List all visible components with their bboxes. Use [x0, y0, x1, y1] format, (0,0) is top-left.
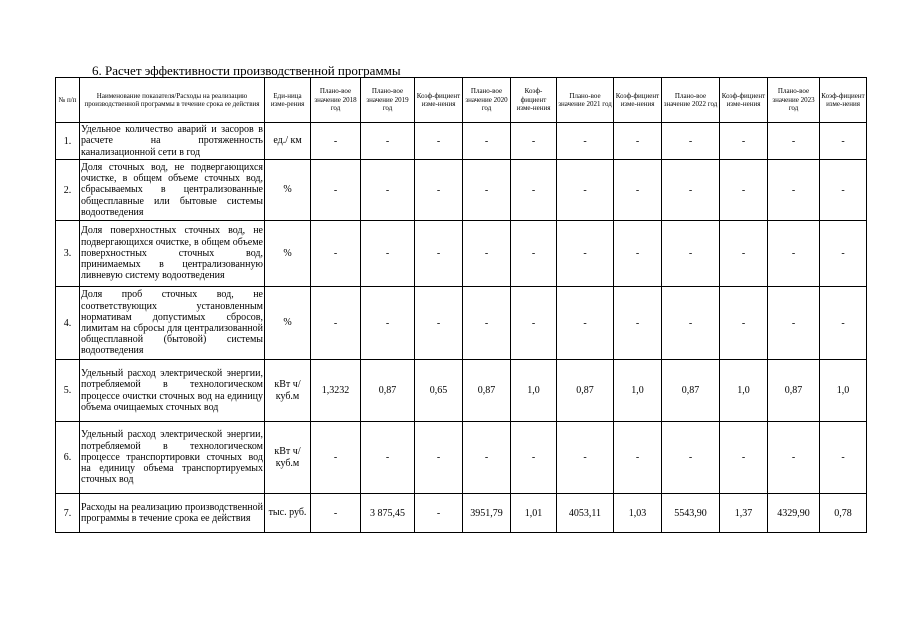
value-cell: - [720, 422, 768, 494]
value-cell: - [557, 287, 614, 360]
row-unit: % [265, 287, 311, 360]
section-title: 6. Расчет эффективности производственной программы [92, 63, 401, 78]
value-cell: - [415, 287, 463, 360]
value-cell: - [415, 221, 463, 287]
value-cell: - [768, 221, 820, 287]
value-cell: 1,0 [820, 360, 867, 422]
value-cell: 1,3232 [311, 360, 361, 422]
table-row [56, 422, 867, 494]
row-number: 7. [56, 494, 80, 533]
row-unit: % [265, 221, 311, 287]
value-cell: - [463, 422, 511, 494]
value-cell: - [662, 221, 720, 287]
row-number: 6. [56, 422, 80, 494]
value-cell: - [557, 123, 614, 160]
header-cell-plan-2022: Плано-вое значение 2022 год [662, 78, 720, 123]
value-cell: - [820, 422, 867, 494]
header-cell-plan-2018: Плано-вое значение 2018 год [311, 78, 361, 123]
value-cell: 5543,90 [662, 494, 720, 533]
value-cell: - [415, 123, 463, 160]
value-cell: 4053,11 [557, 494, 614, 533]
header-cell-plan-2023: Плано-вое значение 2023 год [768, 78, 820, 123]
value-cell: 0,87 [662, 360, 720, 422]
table-row [56, 287, 867, 360]
row-unit: % [265, 160, 311, 221]
value-cell: 0,78 [820, 494, 867, 533]
value-cell: 1,03 [614, 494, 662, 533]
value-cell: - [662, 160, 720, 221]
header-cell-plan-2021: Плано-вое значение 2021 год [557, 78, 614, 123]
row-unit: кВт ч/куб.м [265, 360, 311, 422]
value-cell: - [511, 160, 557, 221]
table-row [56, 160, 867, 221]
value-cell: - [415, 422, 463, 494]
value-cell: - [614, 123, 662, 160]
value-cell: - [720, 221, 768, 287]
value-cell: - [463, 123, 511, 160]
value-cell: - [511, 287, 557, 360]
value-cell: - [311, 221, 361, 287]
header-cell-coef-2021: Коэф-фициент изме-нения [614, 78, 662, 123]
value-cell: - [768, 287, 820, 360]
value-cell: - [557, 160, 614, 221]
row-number: 5. [56, 360, 80, 422]
value-cell: - [614, 422, 662, 494]
row-number: 3. [56, 221, 80, 287]
value-cell: - [311, 287, 361, 360]
header-cell-plan-2020: Плано-вое значение 2020 год [463, 78, 511, 123]
row-unit: ед./ км [265, 123, 311, 160]
header-cell-coef-2023: Коэф-фициент изме-нения [820, 78, 867, 123]
value-cell: - [820, 123, 867, 160]
header-cell-unit: Еди-ница изме-рения [265, 78, 311, 123]
value-cell: - [463, 287, 511, 360]
value-cell: - [720, 123, 768, 160]
value-cell: - [511, 422, 557, 494]
value-cell: - [311, 494, 361, 533]
value-cell: - [311, 160, 361, 221]
row-indicator-name: Расходы на реализацию производственной программы в течение срока ее действия [80, 494, 265, 533]
row-indicator-name: Доля поверхностных сточных вод, не подвергающихся очистке, в общем объеме поверхностных сточных вод, принимаемых в централизованную ливневую систему водоотведения [80, 221, 265, 287]
value-cell: - [614, 221, 662, 287]
value-cell: - [720, 287, 768, 360]
value-cell: - [361, 422, 415, 494]
header-cell-coef-2019: Коэф-фициент изме-нения [415, 78, 463, 123]
row-indicator-name: Доля проб сточных вод, не соответствующих установленным нормативам допустимых сбросов, лимитам на сбросы для централизованной общесплавной (бытовой) системы водоотведения [80, 287, 265, 360]
table-row [56, 123, 867, 160]
table-row [56, 494, 867, 533]
value-cell: 4329,90 [768, 494, 820, 533]
header-row [56, 78, 867, 123]
value-cell: - [361, 123, 415, 160]
value-cell: - [463, 160, 511, 221]
table-row [56, 221, 867, 287]
value-cell: - [614, 160, 662, 221]
row-indicator-name: Удельное количество аварий и засоров в расчете на протяженность канализационной сети в год [81, 124, 263, 158]
row-number: 1. [56, 123, 80, 160]
header-cell-num: № п/п [56, 78, 80, 123]
value-cell: - [311, 422, 361, 494]
value-cell: 1,0 [720, 360, 768, 422]
row-unit: кВт ч/куб.м [265, 422, 311, 494]
value-cell: - [768, 422, 820, 494]
value-cell: - [720, 160, 768, 221]
efficiency-table [55, 77, 867, 533]
value-cell: 0,87 [557, 360, 614, 422]
value-cell: 1,0 [511, 360, 557, 422]
value-cell: 0,65 [415, 360, 463, 422]
value-cell: - [557, 221, 614, 287]
value-cell: - [511, 123, 557, 160]
value-cell: - [768, 123, 820, 160]
row-indicator-name: Удельный расход электрической энергии, потребляемой в технологическом процессе очистки сточных вод на единицу объема очищаемых сточных вод [80, 360, 265, 422]
value-cell: - [820, 287, 867, 360]
value-cell: - [662, 287, 720, 360]
value-cell: 1,01 [511, 494, 557, 533]
value-cell: 3951,79 [463, 494, 511, 533]
value-cell: - [557, 422, 614, 494]
value-cell: - [361, 221, 415, 287]
value-cell: 0,87 [463, 360, 511, 422]
value-cell: - [511, 221, 557, 287]
value-cell: - [415, 160, 463, 221]
header-cell-coef-2020: Коэф-фициент изме-нения [511, 78, 557, 123]
header-cell-name: Наименование показателя/Расходы на реализацию производственной программы в течение срока ее действия [80, 78, 265, 123]
value-cell: 0,87 [361, 360, 415, 422]
value-cell: - [415, 494, 463, 533]
row-number: 4. [56, 287, 80, 360]
row-number: 2. [56, 160, 80, 221]
value-cell: - [311, 123, 361, 160]
value-cell: 1,37 [720, 494, 768, 533]
value-cell: - [361, 287, 415, 360]
table-row [56, 360, 867, 422]
value-cell: - [662, 123, 720, 160]
value-cell: 0,87 [768, 360, 820, 422]
header-cell-plan-2019: Плано-вое значение 2019 год [361, 78, 415, 123]
value-cell: - [768, 160, 820, 221]
value-cell: - [820, 160, 867, 221]
value-cell: - [614, 287, 662, 360]
row-unit: тыс. руб. [265, 494, 311, 533]
value-cell: - [662, 422, 720, 494]
header-cell-coef-2022: Коэф-фициент изме-нения [720, 78, 768, 123]
value-cell: 1,0 [614, 360, 662, 422]
value-cell: - [463, 221, 511, 287]
value-cell: 3 875,45 [361, 494, 415, 533]
value-cell: - [361, 160, 415, 221]
row-indicator-name: Доля сточных вод, не подвергающихся очистке, в общем объеме сточных вод, сбрасываемых в централизованные общесплавные или бытовые системы водоотведения [80, 160, 265, 221]
row-indicator-name: Удельный расход электрической энергии, потребляемой в технологическом процессе транспортировки сточных вод на единицу объема транспортируемых сточных вод [80, 422, 265, 494]
value-cell: - [820, 221, 867, 287]
